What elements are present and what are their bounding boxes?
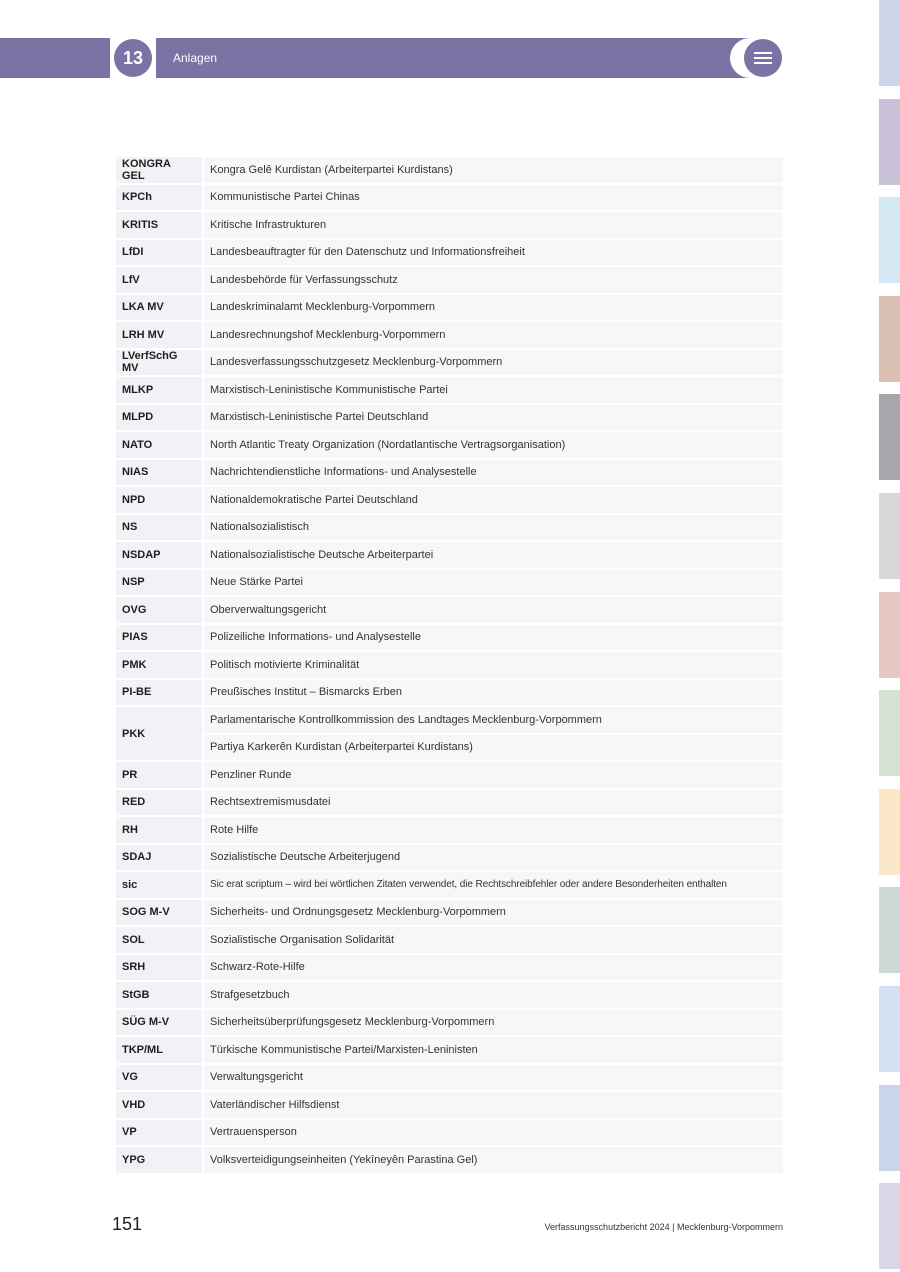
table-row [116, 1010, 783, 1036]
table-row [116, 955, 783, 981]
table-row [116, 185, 783, 211]
description-cell: Sozialistische Organisation Solidarität [204, 927, 783, 953]
abbreviation-cell: MLPD [116, 405, 204, 431]
description-cell: Nationalsozialistisch [204, 515, 783, 541]
description-cell: Volksverteidigungseinheiten (Yekîneyên Parastina Gel) [204, 1147, 783, 1173]
side-tab-8[interactable] [879, 690, 900, 776]
description-cell: Polizeiliche Informations- und Analysestelle [204, 625, 783, 651]
description-cell: Landeskriminalamt Mecklenburg-Vorpommern [204, 295, 783, 321]
table-row [116, 707, 783, 733]
abbreviation-cell: TKP/ML [116, 1037, 204, 1063]
table-row [116, 570, 783, 596]
table-row [116, 625, 783, 651]
table-row [116, 845, 783, 871]
table-row [116, 350, 783, 376]
abbreviation-cell: SRH [116, 955, 204, 981]
description-cell: Vertrauensperson [204, 1120, 783, 1146]
abbreviation-cell: PIAS [116, 625, 204, 651]
table-row [116, 1037, 783, 1063]
table-row [116, 322, 783, 348]
abbreviation-cell: StGB [116, 982, 204, 1008]
chapter-number: 13 [114, 39, 152, 77]
abbreviation-cell: LKA MV [116, 295, 204, 321]
description-cell: Kritische Infrastrukturen [204, 212, 783, 238]
description-cell: Oberverwaltungsgericht [204, 597, 783, 623]
abbreviation-cell: LfDI [116, 240, 204, 266]
description-cell: Türkische Kommunistische Partei/Marxisten-Leninisten [204, 1037, 783, 1063]
abbreviation-cell: LVerfSchG MV [116, 350, 204, 376]
description-cell: Marxistisch-Leninistische Kommunistische Partei [204, 377, 783, 403]
menu-button[interactable] [744, 39, 782, 77]
abbreviation-cell: PMK [116, 652, 204, 678]
description-cell: Partiya Karkerên Kurdistan (Arbeiterpartei Kurdistans) [204, 735, 783, 761]
table-row [116, 267, 783, 293]
description-cell: Landesrechnungshof Mecklenburg-Vorpommern [204, 322, 783, 348]
description-cell: Verwaltungsgericht [204, 1065, 783, 1091]
description-cell: Neue Stärke Partei [204, 570, 783, 596]
table-row [116, 597, 783, 623]
footer-publication: Verfassungsschutzbericht 2024 | Mecklenburg-Vorpommern [544, 1222, 783, 1232]
description-cell: Rechtsextremismusdatei [204, 790, 783, 816]
description-cell: Sic erat scriptum – wird bei wörtlichen Zitaten verwendet, die Rechtschreibfehler oder andere Besonderheiten enthalten [204, 872, 783, 898]
side-tab-1[interactable] [879, 0, 900, 86]
table-row [116, 790, 783, 816]
abbreviation-cell: PI-BE [116, 680, 204, 706]
description-cell: Kongra Gelê Kurdistan (Arbeiterpartei Kurdistans) [204, 157, 783, 183]
table-row [116, 982, 783, 1008]
description-cell: Sicherheitsüberprüfungsgesetz Mecklenburg-Vorpommern [204, 1010, 783, 1036]
description-cell: Politisch motivierte Kriminalität [204, 652, 783, 678]
table-row [116, 900, 783, 926]
table-row [116, 872, 783, 898]
description-cell: Rote Hilfe [204, 817, 783, 843]
description-cell: Landesbeauftragter für den Datenschutz und Informationsfreiheit [204, 240, 783, 266]
table-row [116, 542, 783, 568]
abbreviation-cell: KPCh [116, 185, 204, 211]
table-row [116, 515, 783, 541]
table-row [116, 405, 783, 431]
side-tab-2[interactable] [879, 99, 900, 185]
abbreviation-cell: LfV [116, 267, 204, 293]
abbreviation-cell: NATO [116, 432, 204, 458]
table-row [116, 1120, 783, 1146]
abbreviation-cell: VHD [116, 1092, 204, 1118]
table-row [116, 1065, 783, 1091]
table-row [116, 240, 783, 266]
abbreviation-cell: SÜG M-V [116, 1010, 204, 1036]
description-cell: Kommunistische Partei Chinas [204, 185, 783, 211]
side-tab-5[interactable] [879, 394, 900, 480]
description-cell: Strafgesetzbuch [204, 982, 783, 1008]
table-row [116, 295, 783, 321]
table-row [116, 680, 783, 706]
abbreviation-cell: KONGRA GEL [116, 157, 204, 183]
table-row [116, 735, 783, 761]
chapter-title: Anlagen [173, 51, 218, 65]
hamburger-menu-icon-line [754, 57, 772, 59]
description-cell: Vaterländischer Hilfsdienst [204, 1092, 783, 1118]
side-tab-6[interactable] [879, 493, 900, 579]
description-cell: Penzliner Runde [204, 762, 783, 788]
table-row [116, 487, 783, 513]
side-tab-9[interactable] [879, 789, 900, 875]
abbreviation-cell: NIAS [116, 460, 204, 486]
table-row [116, 377, 783, 403]
side-tab-13[interactable] [879, 1183, 900, 1269]
description-cell: Nationaldemokratische Partei Deutschland [204, 487, 783, 513]
abbreviation-cell: MLKP [116, 377, 204, 403]
hamburger-menu-icon [754, 52, 772, 54]
side-tab-12[interactable] [879, 1085, 900, 1171]
abbreviation-cell: SDAJ [116, 845, 204, 871]
side-tab-3[interactable] [879, 197, 900, 283]
abbreviation-cell: NS [116, 515, 204, 541]
table-row [116, 460, 783, 486]
abbreviation-cell: PKK [116, 707, 204, 760]
description-cell: Preußisches Institut – Bismarcks Erben [204, 680, 783, 706]
abbreviation-cell: NSDAP [116, 542, 204, 568]
table-row [116, 817, 783, 843]
abbreviation-cell: SOL [116, 927, 204, 953]
abbreviation-cell: sic [116, 872, 204, 898]
abbreviations-table [116, 155, 783, 1175]
abbreviation-cell: NPD [116, 487, 204, 513]
abbreviation-cell: LRH MV [116, 322, 204, 348]
description-cell: Landesbehörde für Verfassungsschutz [204, 267, 783, 293]
table-row [116, 762, 783, 788]
table-row [116, 1147, 783, 1173]
description-cell: Nationalsozialistische Deutsche Arbeiterpartei [204, 542, 783, 568]
side-tab-10[interactable] [879, 887, 900, 973]
abbreviation-cell: NSP [116, 570, 204, 596]
side-tab-4[interactable] [879, 296, 900, 382]
description-cell: Schwarz-Rote-Hilfe [204, 955, 783, 981]
table-row [116, 927, 783, 953]
table-row [116, 212, 783, 238]
abbreviation-cell: VG [116, 1065, 204, 1091]
hamburger-menu-icon-line [754, 62, 772, 64]
abbreviation-cell: YPG [116, 1147, 204, 1173]
chapter-side-tabs [879, 0, 900, 1272]
side-tab-11[interactable] [879, 986, 900, 1072]
table-row [116, 1092, 783, 1118]
description-cell: Sozialistische Deutsche Arbeiterjugend [204, 845, 783, 871]
description-cell: Marxistisch-Leninistische Partei Deutschland [204, 405, 783, 431]
abbreviation-cell: KRITIS [116, 212, 204, 238]
description-cell: Sicherheits- und Ordnungsgesetz Mecklenburg-Vorpommern [204, 900, 783, 926]
abbreviation-cell: PR [116, 762, 204, 788]
abbreviation-cell: VP [116, 1120, 204, 1146]
table-row [116, 652, 783, 678]
description-cell: Nachrichtendienstliche Informations- und Analysestelle [204, 460, 783, 486]
table-row [116, 157, 783, 183]
table-row [116, 432, 783, 458]
side-tab-7[interactable] [879, 592, 900, 678]
abbreviation-cell: OVG [116, 597, 204, 623]
description-cell: North Atlantic Treaty Organization (Nordatlantische Vertragsorganisation) [204, 432, 783, 458]
page-number: 151 [112, 1214, 143, 1234]
abbreviation-cell: RED [116, 790, 204, 816]
abbreviation-cell: RH [116, 817, 204, 843]
description-cell: Landesverfassungsschutzgesetz Mecklenburg-Vorpommern [204, 350, 783, 376]
description-cell: Parlamentarische Kontrollkommission des Landtages Mecklenburg-Vorpommern [204, 707, 783, 733]
abbreviation-cell: SOG M-V [116, 900, 204, 926]
